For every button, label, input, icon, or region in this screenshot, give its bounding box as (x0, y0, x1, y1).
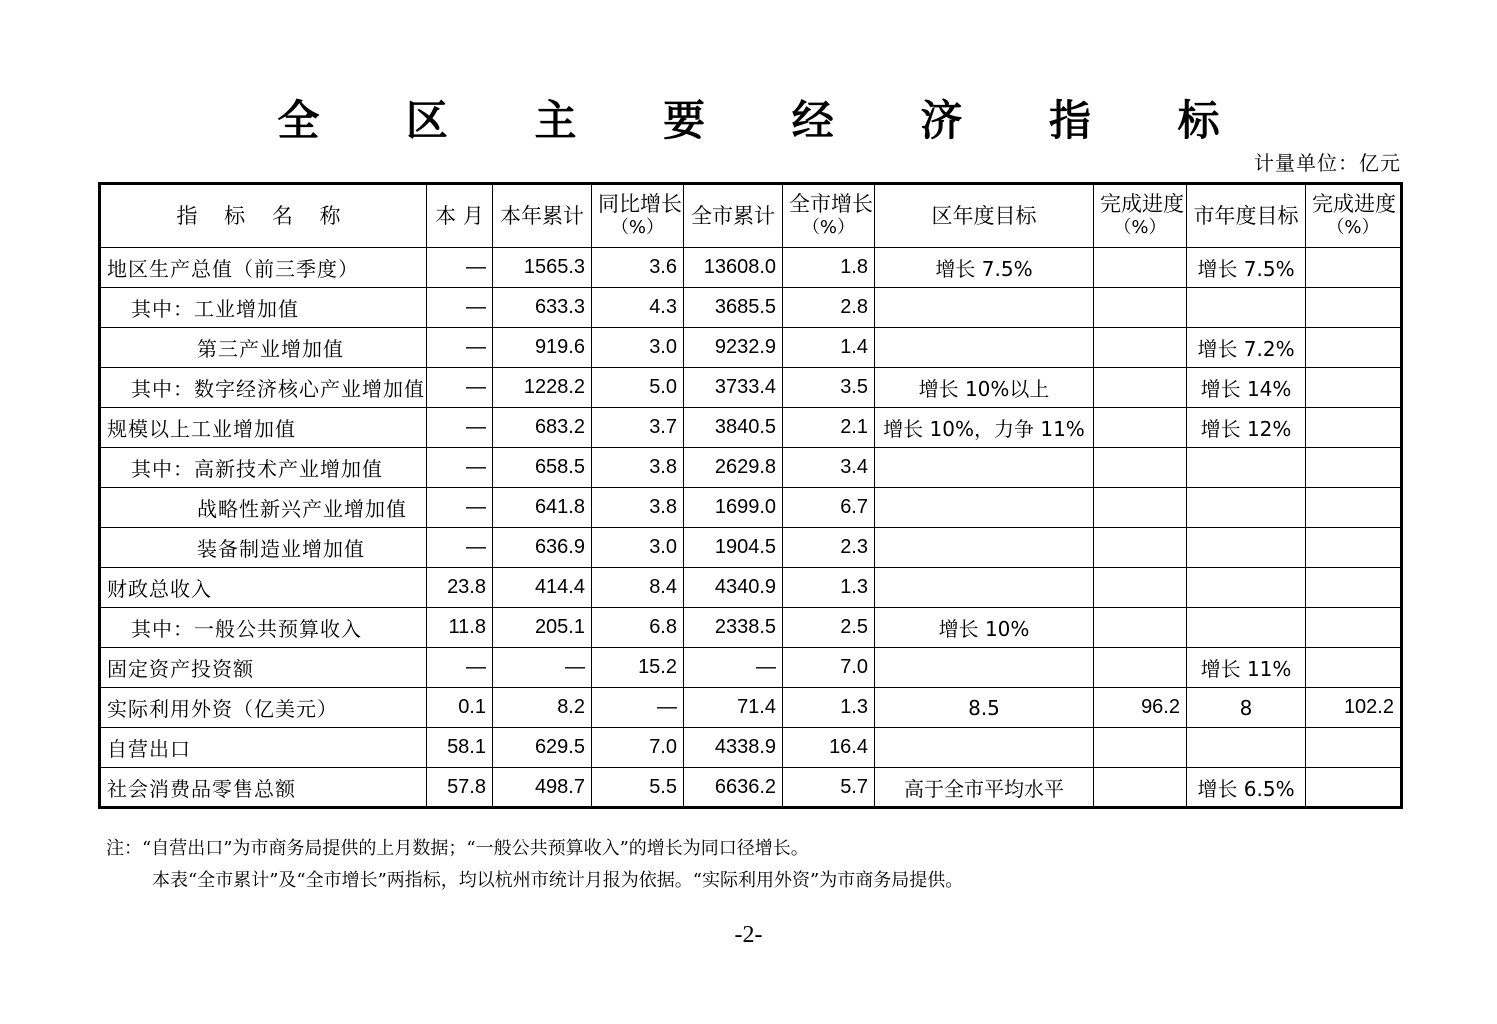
table-row (100, 648, 1402, 688)
row-city-total-cell: 3685.5 (684, 288, 783, 328)
row-progress-cell (1094, 368, 1187, 408)
row-city-target-cell (1187, 528, 1306, 568)
row-yoy-cell: 5.0 (592, 368, 684, 408)
table-row (100, 448, 1402, 488)
row-yoy-cell: 15.2 (592, 648, 684, 688)
row-progress-2-cell (1306, 648, 1402, 688)
row-city-target-cell: 8 (1187, 688, 1306, 728)
row-city-growth-cell: 1.3 (783, 568, 875, 608)
row-progress-cell (1094, 608, 1187, 648)
header-city-total: 全市累计 (684, 184, 783, 248)
table-row (100, 688, 1402, 728)
row-district-target-cell (875, 328, 1094, 368)
page-number: -2- (734, 922, 763, 948)
row-progress-2-cell (1306, 248, 1402, 288)
row-progress-cell (1094, 328, 1187, 368)
row-progress-cell (1094, 528, 1187, 568)
row-city-target-cell (1187, 728, 1306, 768)
row-name-cell: 地区生产总值（前三季度） (100, 248, 427, 288)
indicator-table (98, 182, 1403, 809)
row-yoy-cell: 3.0 (592, 528, 684, 568)
row-yoy-cell: 3.8 (592, 448, 684, 488)
row-city-total-cell: 4338.9 (684, 728, 783, 768)
row-ytd-cell: 1228.2 (493, 368, 592, 408)
row-city-growth-cell: 2.8 (783, 288, 875, 328)
row-ytd-cell: 658.5 (493, 448, 592, 488)
row-district-target-cell (875, 728, 1094, 768)
row-city-total-cell: 3733.4 (684, 368, 783, 408)
row-city-total-cell: 1699.0 (684, 488, 783, 528)
row-city-growth-cell: 1.3 (783, 688, 875, 728)
row-city-total-cell: — (684, 648, 783, 688)
table-row (100, 608, 1402, 648)
row-city-growth-cell: 2.5 (783, 608, 875, 648)
row-month-cell: — (427, 488, 493, 528)
row-city-total-cell: 13608.0 (684, 248, 783, 288)
row-city-total-cell: 9232.9 (684, 328, 783, 368)
header-month: 本 月 (427, 184, 493, 248)
row-yoy-cell: 3.6 (592, 248, 684, 288)
row-yoy-cell: — (592, 688, 684, 728)
row-name-cell: 财政总收入 (100, 568, 427, 608)
row-district-target-cell: 8.5 (875, 688, 1094, 728)
row-month-cell: — (427, 448, 493, 488)
row-month-cell: 23.8 (427, 568, 493, 608)
row-name-cell: 其中：高新技术产业增加值 (100, 448, 427, 488)
row-city-growth-cell: 16.4 (783, 728, 875, 768)
row-city-target-cell (1187, 608, 1306, 648)
row-progress-cell (1094, 648, 1187, 688)
header-progress: 完成进度 （%） (1094, 184, 1187, 248)
row-ytd-cell: 633.3 (493, 288, 592, 328)
row-progress-cell (1094, 448, 1187, 488)
row-yoy-cell: 3.7 (592, 408, 684, 448)
row-district-target-cell: 增长 10%以上 (875, 368, 1094, 408)
row-city-total-cell: 6636.2 (684, 768, 783, 808)
row-name-cell: 其中：数字经济核心产业增加值 (100, 368, 427, 408)
row-ytd-cell: 8.2 (493, 688, 592, 728)
row-name-cell: 固定资产投资额 (100, 648, 427, 688)
row-city-target-cell (1187, 448, 1306, 488)
row-ytd-cell: 1565.3 (493, 248, 592, 288)
row-progress-2-cell (1306, 328, 1402, 368)
row-yoy-cell: 3.8 (592, 488, 684, 528)
row-city-growth-cell: 2.3 (783, 528, 875, 568)
table-row (100, 288, 1402, 328)
row-city-growth-cell: 2.1 (783, 408, 875, 448)
header-city-growth: 全市增长 （%） (783, 184, 875, 248)
row-city-total-cell: 3840.5 (684, 408, 783, 448)
row-name-cell: 第三产业增加值 (100, 328, 427, 368)
row-district-target-cell (875, 288, 1094, 328)
row-progress-2-cell (1306, 408, 1402, 448)
row-progress-cell (1094, 288, 1187, 328)
row-city-growth-cell: 5.7 (783, 768, 875, 808)
row-district-target-cell: 增长 10%，力争 11% (875, 408, 1094, 448)
row-ytd-cell: 629.5 (493, 728, 592, 768)
table-row (100, 768, 1402, 808)
row-month-cell: — (427, 248, 493, 288)
row-progress-2-cell (1306, 448, 1402, 488)
table-row (100, 728, 1402, 768)
row-city-target-cell (1187, 288, 1306, 328)
table-row (100, 488, 1402, 528)
row-city-total-cell: 1904.5 (684, 528, 783, 568)
row-district-target-cell (875, 448, 1094, 488)
row-district-target-cell: 增长 7.5% (875, 248, 1094, 288)
row-district-target-cell: 高于全市平均水平 (875, 768, 1094, 808)
row-yoy-cell: 3.0 (592, 328, 684, 368)
row-city-total-cell: 4340.9 (684, 568, 783, 608)
row-city-growth-cell: 1.4 (783, 328, 875, 368)
row-city-total-cell: 2629.8 (684, 448, 783, 488)
row-month-cell: 57.8 (427, 768, 493, 808)
row-city-target-cell: 增长 12% (1187, 408, 1306, 448)
row-name-cell: 战略性新兴产业增加值 (100, 488, 427, 528)
row-yoy-cell: 8.4 (592, 568, 684, 608)
row-month-cell: 58.1 (427, 728, 493, 768)
row-city-target-cell: 增长 7.5% (1187, 248, 1306, 288)
row-ytd-cell: 683.2 (493, 408, 592, 448)
row-progress-cell (1094, 408, 1187, 448)
row-month-cell: — (427, 648, 493, 688)
row-name-cell: 其中：一般公共预算收入 (100, 608, 427, 648)
row-month-cell: 0.1 (427, 688, 493, 728)
row-ytd-cell: 919.6 (493, 328, 592, 368)
row-district-target-cell (875, 488, 1094, 528)
table-header-row (100, 184, 1402, 248)
table-row (100, 528, 1402, 568)
page-title: 全 区 主 要 经 济 指 标 (277, 96, 1256, 145)
row-month-cell: — (427, 288, 493, 328)
row-city-target-cell: 增长 6.5% (1187, 768, 1306, 808)
table-row (100, 408, 1402, 448)
row-name-cell: 社会消费品零售总额 (100, 768, 427, 808)
row-month-cell: — (427, 328, 493, 368)
row-name-cell: 规模以上工业增加值 (100, 408, 427, 448)
row-progress-cell (1094, 568, 1187, 608)
row-city-target-cell: 增长 7.2% (1187, 328, 1306, 368)
row-progress-cell: 96.2 (1094, 688, 1187, 728)
row-ytd-cell: 636.9 (493, 528, 592, 568)
row-yoy-cell: 7.0 (592, 728, 684, 768)
row-city-growth-cell: 6.7 (783, 488, 875, 528)
row-city-total-cell: 2338.5 (684, 608, 783, 648)
row-city-growth-cell: 1.8 (783, 248, 875, 288)
row-month-cell: — (427, 408, 493, 448)
header-yoy: 同比增长 （%） (592, 184, 684, 248)
row-district-target-cell (875, 648, 1094, 688)
row-name-cell: 自营出口 (100, 728, 427, 768)
header-ytd: 本年累计 (493, 184, 592, 248)
table-row (100, 568, 1402, 608)
footnotes (106, 833, 963, 897)
row-district-target-cell (875, 568, 1094, 608)
header-progress-2: 完成进度 （%） (1306, 184, 1402, 248)
row-progress-cell (1094, 488, 1187, 528)
row-month-cell: — (427, 528, 493, 568)
footnote-2: 本表“全市累计”及“全市增长”两指标，均以杭州市统计月报为依据。“实际利用外资”为市商务局提供。 (152, 870, 964, 891)
row-progress-2-cell (1306, 608, 1402, 648)
row-month-cell: — (427, 368, 493, 408)
row-city-target-cell (1187, 568, 1306, 608)
row-city-growth-cell: 7.0 (783, 648, 875, 688)
header-city-target: 市年度目标 (1187, 184, 1306, 248)
row-ytd-cell: 205.1 (493, 608, 592, 648)
footnote-1: 注：“自营出口”为市商务局提供的上月数据；“一般公共预算收入”的增长为同口径增长。 (106, 838, 809, 859)
row-city-target-cell: 增长 11% (1187, 648, 1306, 688)
row-district-target-cell (875, 528, 1094, 568)
row-progress-cell (1094, 768, 1187, 808)
row-name-cell: 装备制造业增加值 (100, 528, 427, 568)
row-progress-2-cell (1306, 368, 1402, 408)
row-district-target-cell: 增长 10% (875, 608, 1094, 648)
row-progress-2-cell (1306, 728, 1402, 768)
row-ytd-cell: — (493, 648, 592, 688)
header-name: 指 标 名 称 (100, 184, 427, 248)
row-name-cell: 实际利用外资（亿美元） (100, 688, 427, 728)
row-city-growth-cell: 3.4 (783, 448, 875, 488)
row-yoy-cell: 5.5 (592, 768, 684, 808)
row-progress-cell (1094, 728, 1187, 768)
row-city-total-cell: 71.4 (684, 688, 783, 728)
row-yoy-cell: 4.3 (592, 288, 684, 328)
row-progress-2-cell (1306, 528, 1402, 568)
row-ytd-cell: 414.4 (493, 568, 592, 608)
row-city-target-cell (1187, 488, 1306, 528)
row-yoy-cell: 6.8 (592, 608, 684, 648)
table-row (100, 328, 1402, 368)
row-progress-2-cell: 102.2 (1306, 688, 1402, 728)
row-month-cell: 11.8 (427, 608, 493, 648)
table-row (100, 368, 1402, 408)
row-progress-2-cell (1306, 768, 1402, 808)
row-name-cell: 其中：工业增加值 (100, 288, 427, 328)
row-progress-2-cell (1306, 288, 1402, 328)
row-progress-2-cell (1306, 488, 1402, 528)
row-ytd-cell: 498.7 (493, 768, 592, 808)
unit-label: 计量单位：亿元 (1254, 151, 1401, 175)
row-progress-cell (1094, 248, 1187, 288)
row-city-target-cell: 增长 14% (1187, 368, 1306, 408)
header-district-target: 区年度目标 (875, 184, 1094, 248)
row-progress-2-cell (1306, 568, 1402, 608)
row-ytd-cell: 641.8 (493, 488, 592, 528)
table-row (100, 248, 1402, 288)
row-city-growth-cell: 3.5 (783, 368, 875, 408)
table-body (100, 248, 1402, 808)
